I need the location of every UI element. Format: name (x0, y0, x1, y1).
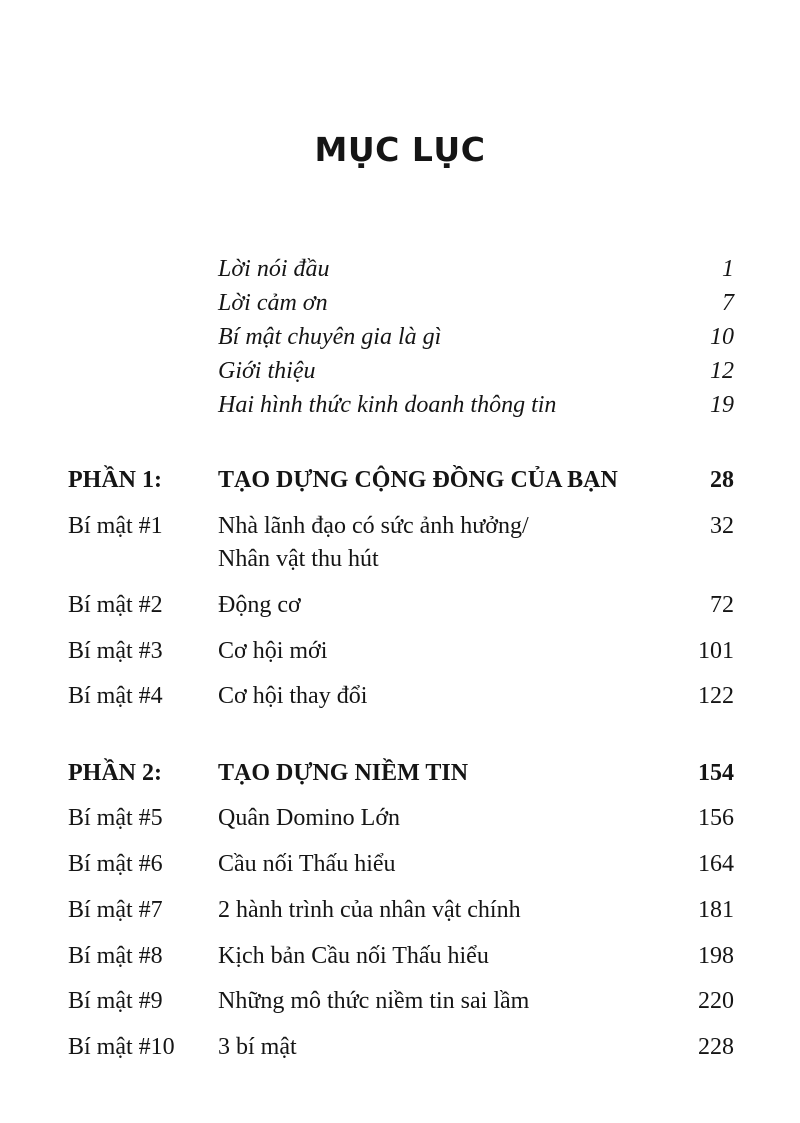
entry-label: Bí mật #4 (68, 683, 163, 709)
entry-page: 122 (698, 683, 734, 709)
front-matter-title: Giới thiệu (218, 358, 316, 384)
entry-title: Động cơ (218, 592, 301, 618)
part-heading[interactable] (68, 757, 734, 789)
front-matter-title: Bí mật chuyên gia là gì (218, 324, 442, 350)
entry-title: Quân Domino Lớn (218, 805, 401, 831)
entry-label: Bí mật #9 (68, 988, 163, 1014)
entry-page: 164 (698, 851, 734, 877)
toc-entry[interactable] (68, 680, 734, 713)
front-matter-page: 19 (710, 392, 734, 418)
toc-entry[interactable] (68, 510, 734, 576)
entry-title: Cầu nối Thấu hiểu (218, 851, 396, 877)
entry-page: 181 (698, 897, 734, 923)
toc-entry[interactable] (68, 802, 734, 835)
toc-entry[interactable] (68, 848, 734, 881)
entry-label: Bí mật #5 (68, 805, 163, 831)
entry-label: Bí mật #7 (68, 897, 163, 923)
entry-page: 101 (698, 638, 734, 664)
entry-label: Bí mật #8 (68, 943, 163, 969)
entry-page: 228 (698, 1034, 734, 1060)
entry-title-line: Nhà lãnh đạo có sức ảnh hưởng/ (218, 513, 529, 539)
entry-title: Cơ hội thay đổi (218, 683, 368, 709)
front-matter-title: Lời nói đầu (218, 256, 330, 282)
part-title: TẠO DỰNG NIỀM TIN (218, 760, 469, 786)
toc-entry[interactable] (68, 894, 734, 927)
entry-title: 2 hành trình của nhân vật chính (218, 897, 521, 923)
page-title: MỤC LỤC (314, 130, 486, 169)
entry-label: Bí mật #10 (68, 1034, 175, 1060)
front-matter-list (218, 252, 734, 422)
entry-title: Những mô thức niềm tin sai lầm (218, 988, 530, 1014)
toc-entry[interactable] (68, 1031, 734, 1064)
entry-label: Bí mật #1 (68, 513, 163, 539)
part-title: TẠO DỰNG CỘNG ĐỒNG CỦA BẠN (218, 467, 618, 493)
front-matter-item[interactable] (218, 388, 734, 422)
entry-label: Bí mật #2 (68, 592, 163, 618)
front-matter-page: 12 (710, 358, 734, 384)
front-matter-page: 1 (722, 256, 734, 282)
front-matter-item[interactable] (218, 320, 734, 354)
entry-page: 220 (698, 988, 734, 1014)
entry-label: Bí mật #6 (68, 851, 163, 877)
entry-page: 72 (710, 592, 734, 618)
part-heading[interactable] (68, 464, 734, 496)
front-matter-page: 7 (722, 290, 734, 316)
front-matter-page: 10 (710, 324, 734, 350)
entry-title: Kịch bản Cầu nối Thấu hiểu (218, 943, 489, 969)
toc-entry[interactable] (68, 635, 734, 668)
entry-title-line: Nhân vật thu hút (218, 546, 379, 572)
part-page: 154 (698, 760, 734, 786)
part-label: PHẦN 2: (68, 760, 162, 786)
front-matter-item[interactable] (218, 286, 734, 320)
entry-label: Bí mật #3 (68, 638, 163, 664)
entry-title: 3 bí mật (218, 1034, 297, 1060)
toc-entry[interactable] (68, 940, 734, 973)
front-matter-item[interactable] (218, 252, 734, 286)
part-page: 28 (710, 467, 734, 493)
entry-page: 198 (698, 943, 734, 969)
toc-entry[interactable] (68, 985, 734, 1018)
front-matter-title: Lời cảm ơn (218, 290, 328, 316)
toc-entry[interactable] (68, 589, 734, 622)
front-matter-item[interactable] (218, 354, 734, 388)
part-label: PHẦN 1: (68, 467, 162, 493)
front-matter-title: Hai hình thức kinh doanh thông tin (218, 392, 557, 418)
entry-title (218, 510, 654, 576)
entry-title: Cơ hội mới (218, 638, 328, 664)
entry-page: 32 (710, 513, 734, 539)
entry-page: 156 (698, 805, 734, 831)
